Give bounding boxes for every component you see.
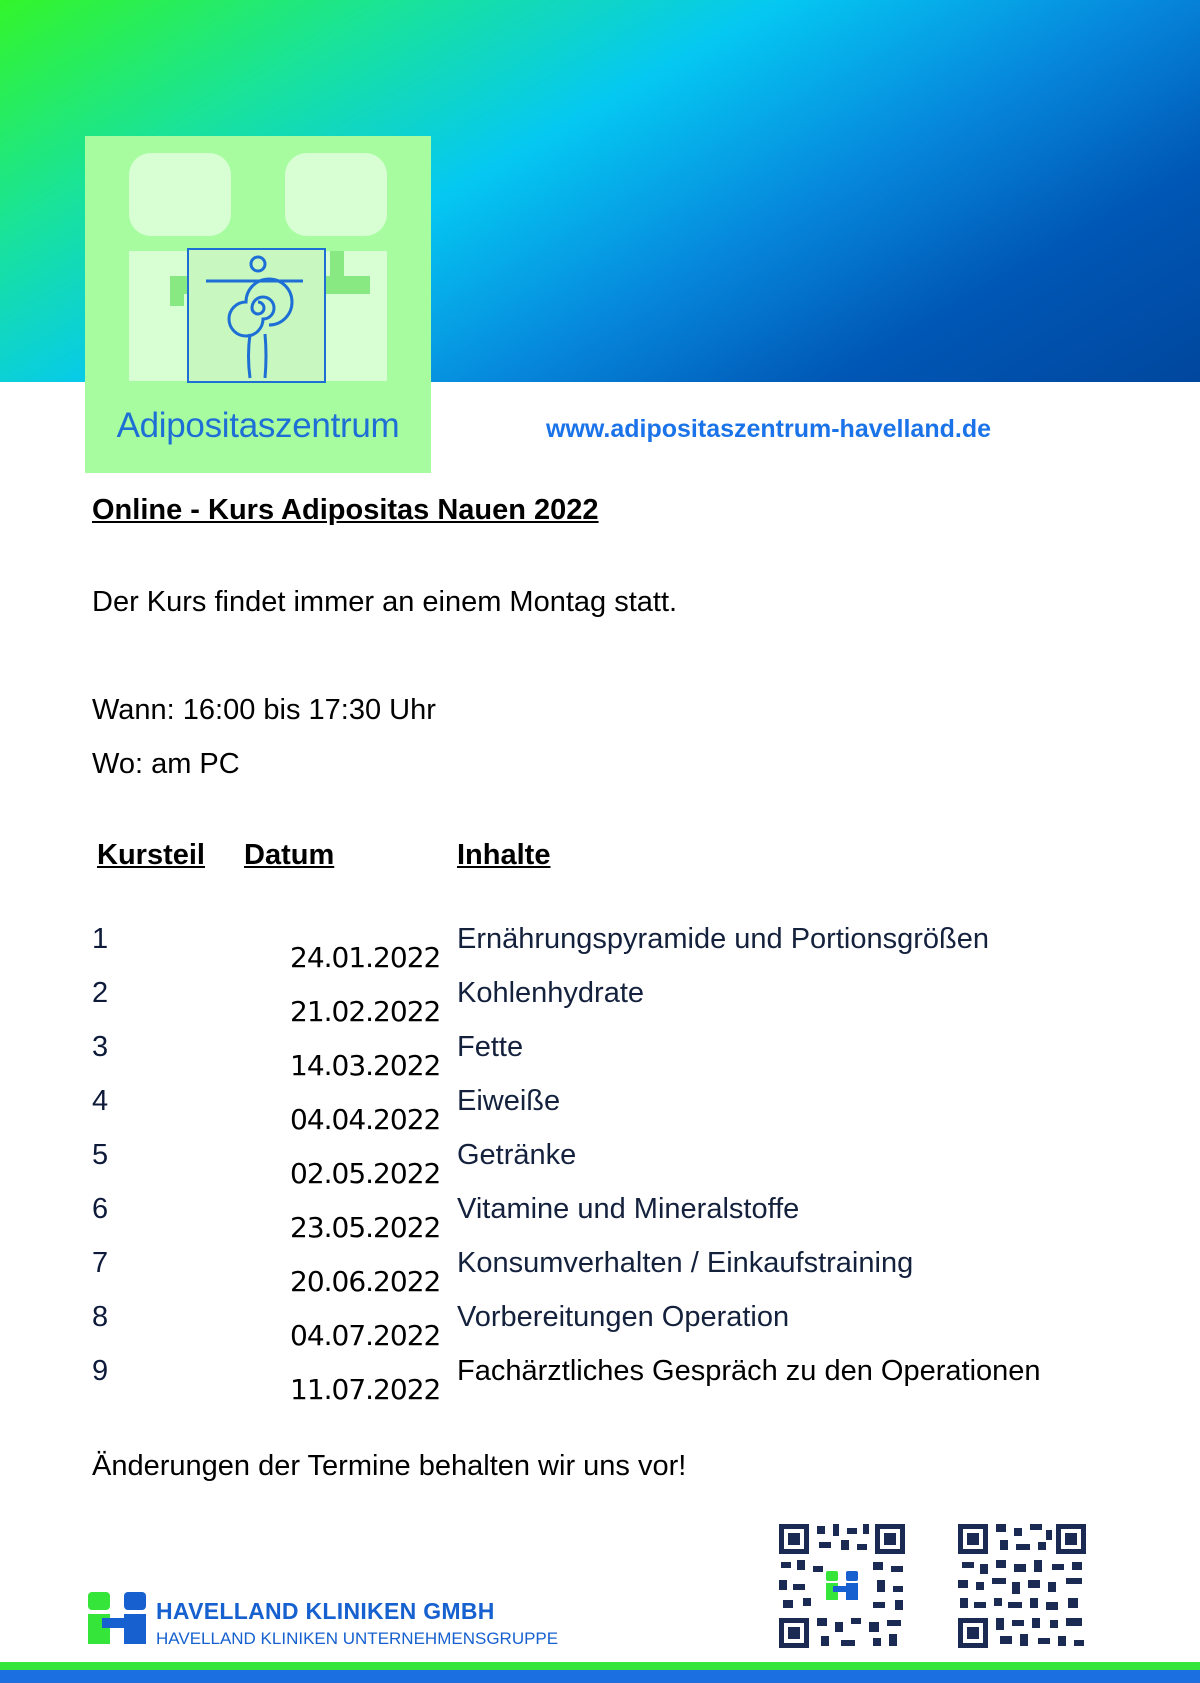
- havelland-kliniken-logo-icon: [88, 1592, 148, 1646]
- table-row: [0, 1355, 1200, 1409]
- row-number: 9: [92, 1355, 109, 1387]
- column-header-datum: Datum: [244, 839, 335, 871]
- row-number: 4: [92, 1085, 109, 1117]
- row-content: Ernährungspyramide und Portionsgrößen: [457, 923, 989, 955]
- row-number: 1: [92, 923, 109, 955]
- table-row: [0, 1031, 1200, 1085]
- logo-text: Adipositaszentrum: [116, 406, 400, 445]
- row-number: 8: [92, 1301, 109, 1333]
- row-content: Konsumverhalten / Einkaufstraining: [457, 1247, 914, 1279]
- row-content: Eiweiße: [457, 1085, 561, 1117]
- qr-code-icon[interactable]: [777, 1522, 907, 1650]
- column-header-inhalte: Inhalte: [457, 839, 551, 871]
- table-row: [0, 1193, 1200, 1247]
- row-date: 23.05.2022: [290, 1211, 441, 1244]
- row-date: 21.02.2022: [290, 995, 441, 1028]
- row-content: Vorbereitungen Operation: [457, 1301, 790, 1333]
- table-row: [0, 1085, 1200, 1139]
- row-content: Getränke: [457, 1139, 577, 1171]
- table-row: [0, 1247, 1200, 1301]
- table-row: [0, 1139, 1200, 1193]
- when-text: Wann: 16:00 bis 17:30 Uhr: [92, 694, 436, 726]
- qr-code-icon[interactable]: [956, 1522, 1088, 1650]
- row-content: Kohlenhydrate: [457, 977, 645, 1009]
- row-date: 04.04.2022: [290, 1103, 441, 1136]
- table-row: [0, 923, 1200, 977]
- page-title: Online - Kurs Adipositas Nauen 2022: [92, 494, 599, 526]
- row-number: 5: [92, 1139, 109, 1171]
- row-number: 6: [92, 1193, 109, 1225]
- row-date: 11.07.2022: [290, 1373, 441, 1406]
- row-date: 20.06.2022: [290, 1265, 441, 1298]
- row-date: 24.01.2022: [290, 941, 441, 974]
- row-number: 2: [92, 977, 109, 1009]
- row-content: Fette: [457, 1031, 524, 1063]
- brand-subtitle: HAVELLAND KLINIKEN UNTERNEHMENSGRUPPE: [156, 1629, 559, 1648]
- row-content: Fachärztliches Gespräch zu den Operationen: [457, 1355, 1041, 1387]
- row-number: 7: [92, 1247, 109, 1279]
- intro-text: Der Kurs findet immer an einem Montag statt.: [92, 586, 678, 618]
- table-row: [0, 1301, 1200, 1355]
- table-row: [0, 977, 1200, 1031]
- row-date: 14.03.2022: [290, 1049, 441, 1082]
- where-text: Wo: am PC: [92, 748, 240, 780]
- footer-green-stripe: [0, 1662, 1200, 1670]
- row-content: Vitamine und Mineralstoffe: [457, 1193, 800, 1225]
- brand-name: HAVELLAND KLINIKEN GMBH: [156, 1598, 495, 1624]
- adipositaszentrum-logo: [85, 136, 431, 473]
- notice-text: Änderungen der Termine behalten wir uns vor!: [92, 1450, 687, 1482]
- footer-blue-stripe: [0, 1670, 1200, 1683]
- website-link[interactable]: www.adipositaszentrum-havelland.de: [546, 415, 991, 443]
- row-number: 3: [92, 1031, 109, 1063]
- column-header-kursteil: Kursteil: [97, 839, 205, 871]
- row-date: 04.07.2022: [290, 1319, 441, 1352]
- row-date: 02.05.2022: [290, 1157, 441, 1190]
